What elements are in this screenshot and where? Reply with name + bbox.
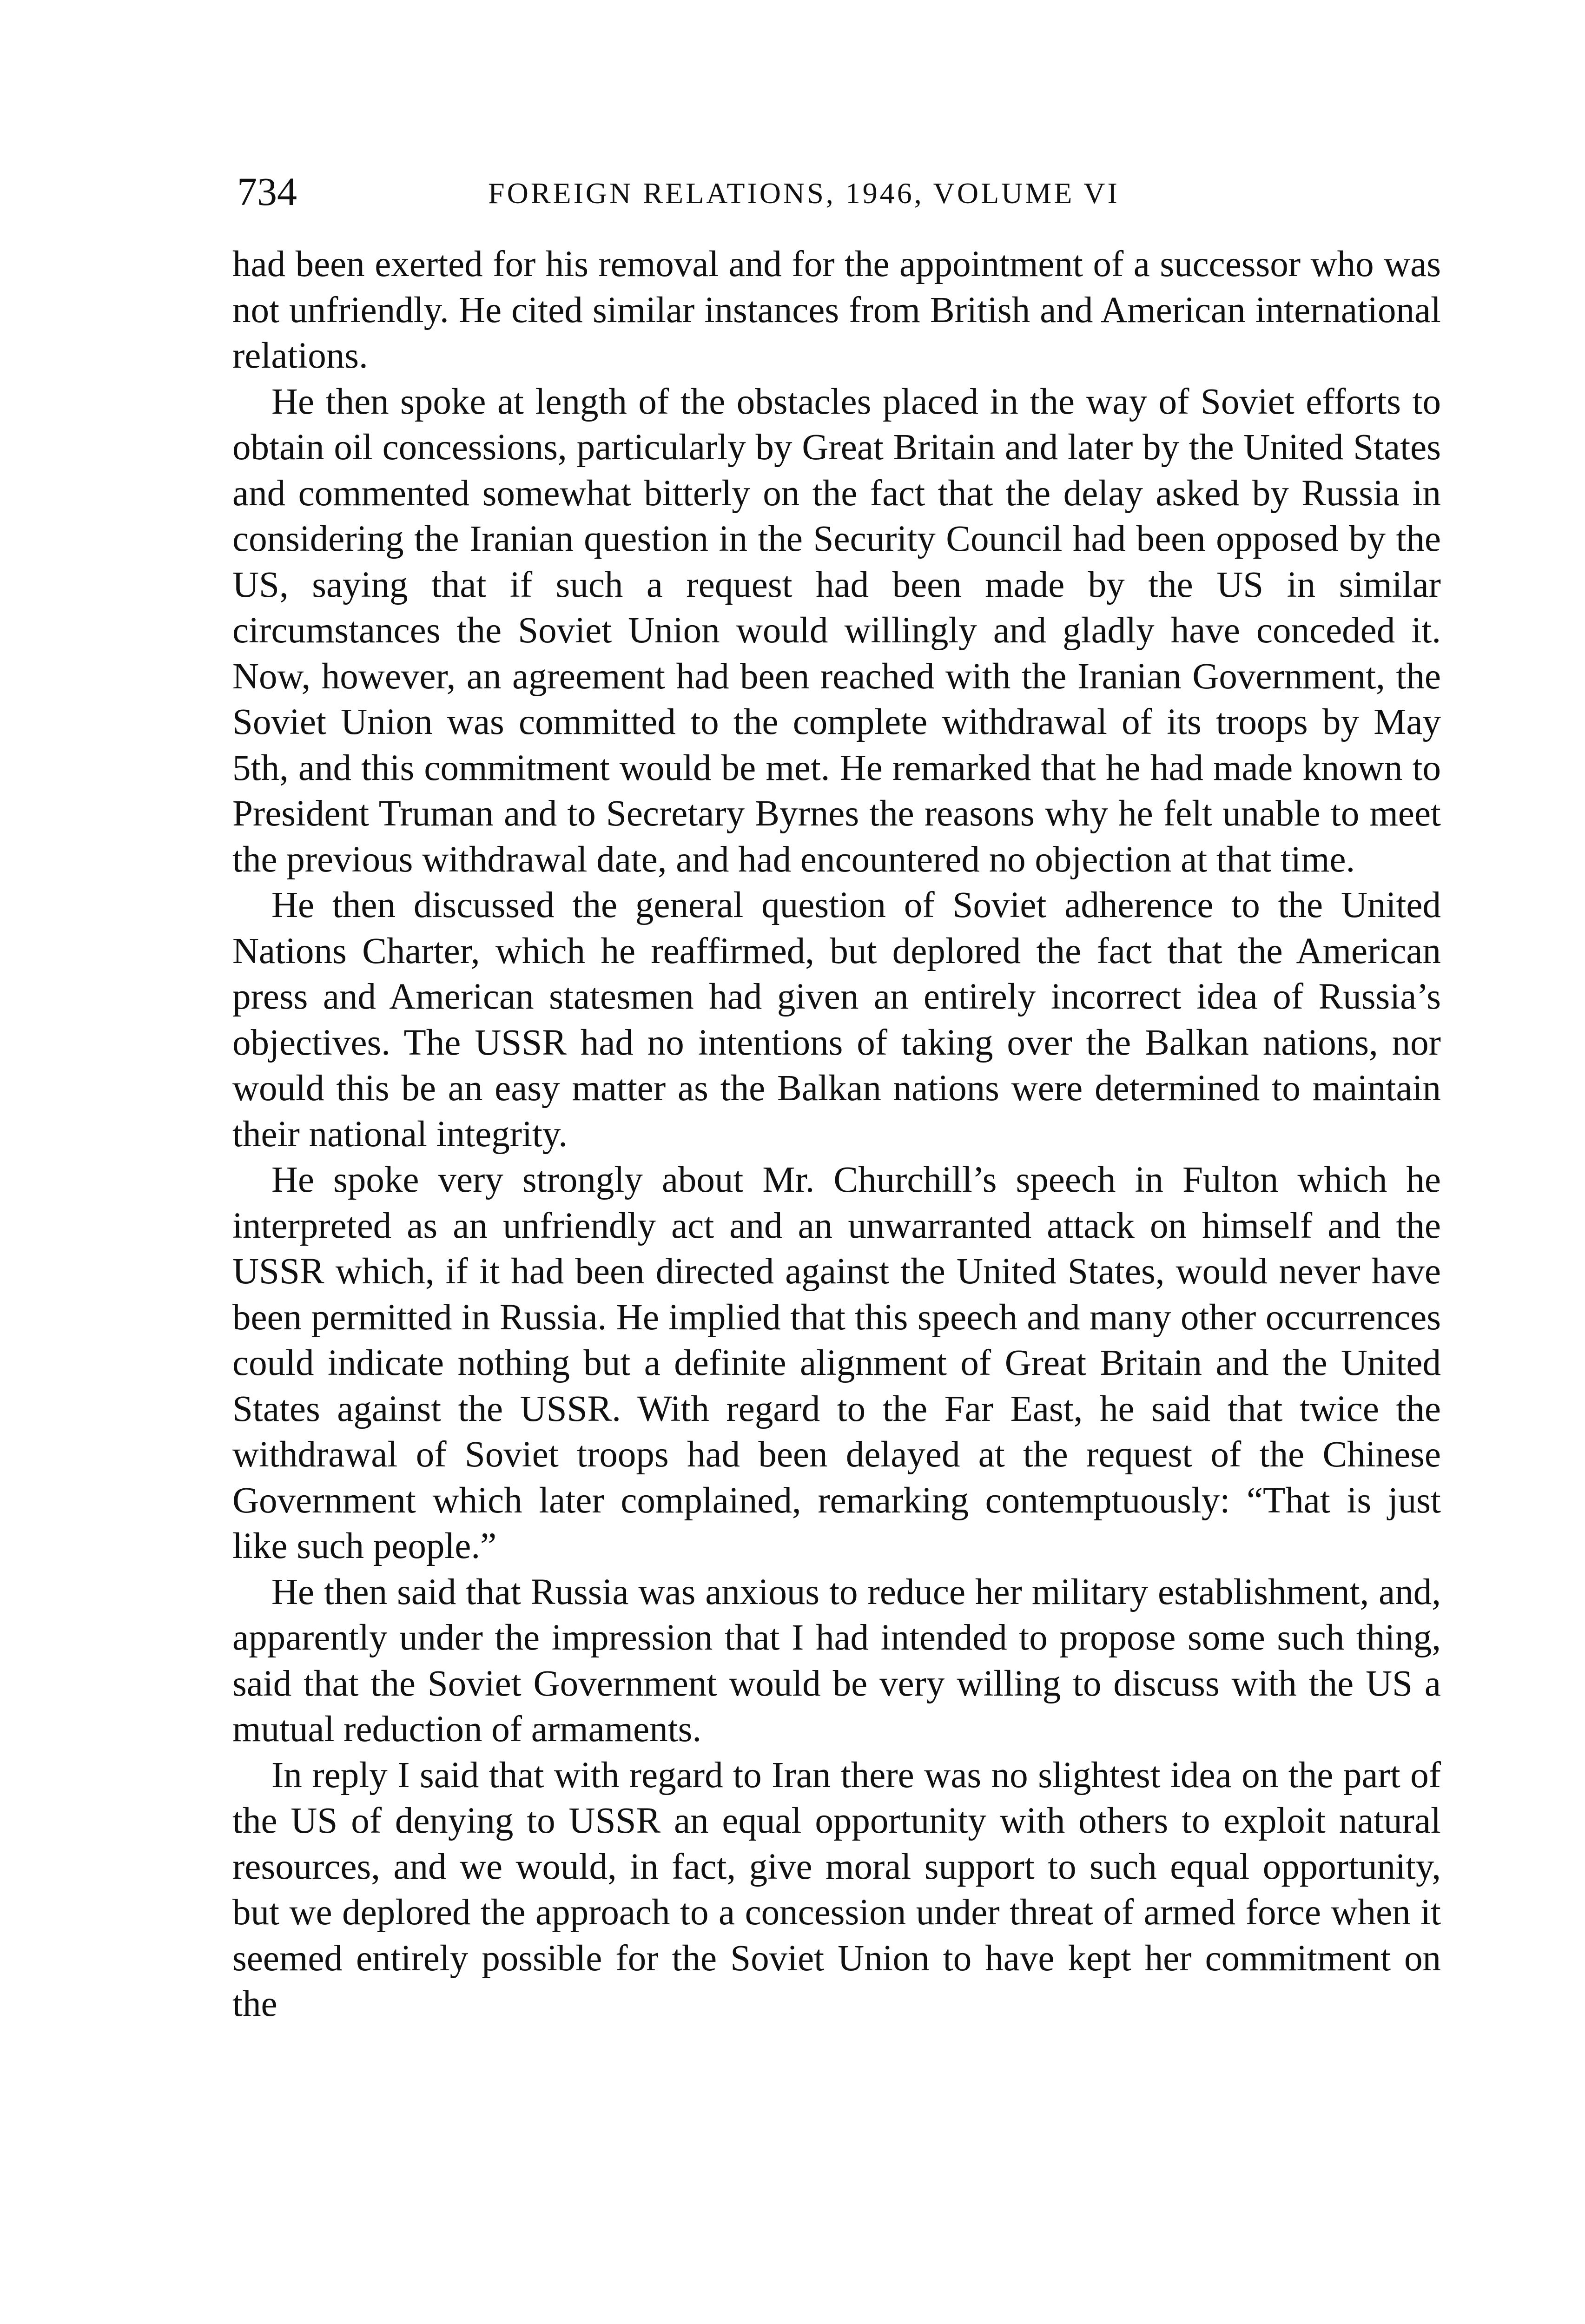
- body-text: [232, 242, 1441, 2027]
- paragraph-fulton-speech: He spoke very strongly about Mr. Churchill’s speech in Fulton which he interpreted as an unfriendly act and an unwarranted attack on himself and the USSR which, if it had been directed against the United States, would never have been permitted in Russia. He implied that this speech and many other occurrences could indicate nothing but a definite alignment of Great Britain and the United States against the USSR. With regard to the Far East, he said that twice the withdrawal of Soviet troops had been delayed at the request of the Chinese Government which later complained, remarking contemptuously: “That is just like such people.”: [232, 1160, 1441, 1566]
- running-head: [237, 168, 1306, 219]
- paragraph-oil-concessions: He then spoke at length of the obstacles placed in the way of Soviet efforts to obtain oil concessions, particularly by Great Britain and later by the United States and commented somewhat bitterly on the fact that the delay asked by Russia in considering the Iranian question in the Security Council had been opposed by the US, saying that if such a request had been made by the US in similar circumstances the Soviet Union would willingly and gladly have conceded it. Now, however, an agreement had been reached with the Iranian Government, the Soviet Union was committed to the complete withdrawal of its troops by May 5th, and this commitment would be met. He remarked that he had made known to President Truman and to Secretary Byrnes the reasons why he felt unable to meet the previous withdrawal date, and had encountered no objection at that time.: [232, 381, 1441, 880]
- paragraph-reply-iran: In reply I said that with regard to Iran there was no slightest idea on the part of the US of denying to USSR an equal opportunity with others to exploit natural resources, and we would, in fact, give moral support to such equal opportunity, but we deplored the approach to a concession under threat of armed force when it seemed entirely possible for the Soviet Union to have kept her commitment on the: [232, 1755, 1441, 2024]
- paragraph-armaments: He then said that Russia was anxious to reduce her military establishment, and, apparently under the impression that I had intended to propose some such thing, said that the Soviet Government would be very willing to discuss with the US a mutual reduction of armaments.: [232, 1571, 1441, 1750]
- running-title: FOREIGN RELATIONS, 1946, VOLUME VI: [488, 177, 1120, 210]
- paragraph-un-charter: He then discussed the general question of Soviet adherence to the United Nations Charter, which he reaffirmed, but deplored the fact that the American press and American statesmen had given an entirely incorrect idea of Russia’s objectives. The USSR had no intentions of taking over the Balkan nations, nor would this be an easy matter as the Balkan nations were determined to maintain their national integrity.: [232, 885, 1441, 1155]
- page-number: 734: [237, 169, 297, 214]
- paragraph-continuation: had been exerted for his removal and for the appointment of a successor who was not unfriendly. He cited similar instances from British and American international relations.: [232, 244, 1441, 376]
